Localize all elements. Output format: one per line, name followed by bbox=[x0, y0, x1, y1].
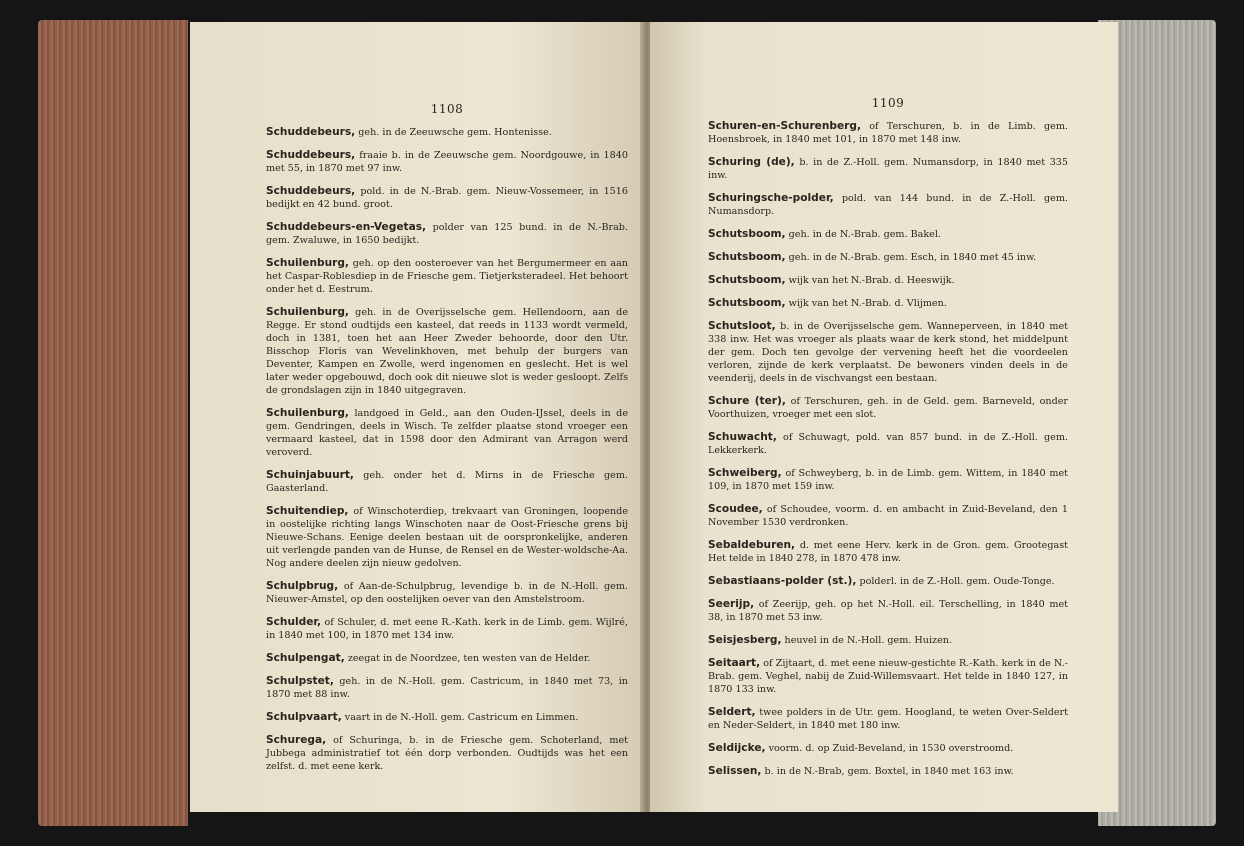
entry-text: pold. van 144 bund. in de Z.-Holl. gem. Numansdorp. bbox=[708, 193, 1068, 217]
left-page bbox=[190, 22, 644, 812]
gazetteer-entry bbox=[266, 221, 628, 247]
entry-text: of Schweyberg, b. in de Limb. gem. Wittem, in 1840 met 109, in 1870 met 159 inw. bbox=[708, 468, 1069, 492]
entry-headword: Schuddebeurs-en-Vegetas, bbox=[266, 221, 427, 233]
gazetteer-entry bbox=[708, 765, 1068, 778]
entry-headword: Schuinjabuurt, bbox=[266, 469, 354, 481]
gazetteer-entry bbox=[708, 657, 1068, 696]
entry-headword: Seldert, bbox=[708, 706, 756, 718]
entry-headword: Schweiberg, bbox=[708, 467, 782, 479]
entry-headword: Schuilenburg, bbox=[266, 407, 349, 419]
gazetteer-entry bbox=[708, 539, 1068, 565]
entry-text: of Schoudee, voorm. d. en ambacht in Zuid-Beveland, den 1 November 1530 verdronken. bbox=[708, 504, 1068, 528]
entry-headword: Schuringsche-polder, bbox=[708, 192, 834, 204]
entry-text: geh. in de Zeeuwsche gem. Hontenisse. bbox=[358, 127, 552, 138]
gazetteer-entry bbox=[708, 297, 1068, 310]
entry-text: wijk van het N.-Brab. d. Heeswijk. bbox=[788, 275, 955, 286]
page-number: 1108 bbox=[430, 102, 464, 116]
entry-list bbox=[708, 120, 1068, 778]
entry-text: of Zeerijp, geh. op het N.-Holl. eil. Terschelling, in 1840 met 38, in 1870 met 53 inw. bbox=[708, 599, 1068, 623]
entry-text: pold. in de N.-Brab. gem. Nieuw-Vossemeer, in 1516 bedijkt en 42 bund. groot. bbox=[266, 186, 628, 210]
entry-headword: Schuilenburg, bbox=[266, 306, 349, 318]
gazetteer-entry bbox=[708, 395, 1068, 421]
gazetteer-entry bbox=[708, 431, 1068, 457]
gazetteer-entry bbox=[708, 575, 1068, 588]
entry-text: polder van 125 bund. in de N.-Brab. gem. Zwaluwe, in 1650 bedijkt. bbox=[266, 222, 628, 246]
entry-text: geh. onder het d. Mirns in de Friesche gem. Gaasterland. bbox=[266, 470, 628, 494]
entry-text: polderl. in de Z.-Holl. gem. Oude-Tonge. bbox=[859, 576, 1055, 587]
gazetteer-entry bbox=[266, 734, 628, 773]
book-page-edges-left bbox=[38, 20, 188, 826]
gazetteer-entry bbox=[266, 675, 628, 701]
gazetteer-entry bbox=[708, 320, 1068, 385]
entry-headword: Schurega, bbox=[266, 734, 327, 746]
gazetteer-entry bbox=[266, 407, 628, 459]
entry-text: fraaie b. in de Zeeuwsche gem. Noordgouwe, in 1840 met 55, in 1870 met 97 inw. bbox=[266, 150, 628, 174]
entry-headword: Schuring (de), bbox=[708, 156, 795, 168]
entry-text: of Winschoterdiep, trekvaart van Groningen, loopende in oostelijke richting langs Winschoten naar de Oost-Friesche grens bij Nieuwe-Schans. Eenige deelen bestaan uit de oorspronkelijke, anderen uit verlengde panden van de Hunse, de Rensel en de Wester-woldsche-Aa. Nog andere deelen zijn nieuw gedolven. bbox=[266, 506, 628, 569]
entry-headword: Seisjesberg, bbox=[708, 634, 782, 646]
entry-text: d. met eene Herv. kerk in de Gron. gem. Grootegast Het telde in 1840 278, in 1870 478 inw. bbox=[708, 540, 1068, 564]
gazetteer-entry bbox=[266, 126, 628, 139]
entry-text: of Schuringa, b. in de Friesche gem. Schoterland, met Jubbega administratief tot één dorp verbonden. Oudtijds was het een zelfst. d. met eene kerk. bbox=[266, 735, 628, 772]
gazetteer-entry bbox=[266, 257, 628, 296]
gazetteer-entry bbox=[266, 616, 628, 642]
entry-text: of Zijtaart, d. met eene nieuw-gestichte R.-Kath. kerk in de N.-Brab. gem. Veghel, nabij de Zuid-Willemsvaart. Het telde in 1840 127, in 1870 133 inw. bbox=[708, 658, 1068, 695]
gazetteer-entry bbox=[708, 192, 1068, 218]
entry-text: landgoed in Geld., aan den Ouden-IJssel, deels in de gem. Gendringen, deels in Wisch. Te zelfder plaatse stond vroeger een vermaard kasteel, dat in 1598 door den Admirant van Arragon werd veroverd. bbox=[266, 408, 628, 458]
entry-text: geh. in de N.-Holl. gem. Castricum, in 1840 met 73, in 1870 met 88 inw. bbox=[266, 676, 628, 700]
entry-headword: Sebaldeburen, bbox=[708, 539, 796, 551]
entry-headword: Schulpbrug, bbox=[266, 580, 339, 592]
gazetteer-entry bbox=[266, 580, 628, 606]
gazetteer-entry bbox=[708, 503, 1068, 529]
gazetteer-entry bbox=[708, 634, 1068, 647]
entry-headword: Schuilenburg, bbox=[266, 257, 349, 269]
gazetteer-entry bbox=[266, 469, 628, 495]
entry-headword: Schure (ter), bbox=[708, 395, 786, 407]
entry-text: wijk van het N.-Brab. d. Vlijmen. bbox=[788, 298, 947, 309]
entry-list bbox=[266, 126, 628, 773]
entry-headword: Schuren-en-Schurenberg, bbox=[708, 120, 862, 132]
entry-headword: Seerijp, bbox=[708, 598, 755, 610]
entry-headword: Schuddebeurs, bbox=[266, 126, 356, 138]
gazetteer-entry bbox=[708, 251, 1068, 264]
gazetteer-entry bbox=[266, 185, 628, 211]
gazetteer-entry bbox=[708, 706, 1068, 732]
gazetteer-entry bbox=[266, 149, 628, 175]
entry-headword: Sebastiaans-polder (st.), bbox=[708, 575, 857, 587]
entry-text: of Terschuren, geh. in de Geld. gem. Barneveld, onder Voorthuizen, vroeger met een slot. bbox=[708, 396, 1068, 420]
entry-headword: Schuwacht, bbox=[708, 431, 777, 443]
entry-text: of Schuwagt, pold. van 857 bund. in de Z.-Holl. gem. Lekkerkerk. bbox=[708, 432, 1068, 456]
entry-headword: Schuitendiep, bbox=[266, 505, 349, 517]
entry-text: twee polders in de Utr. gem. Hoogland, te weten Over-Seldert en Neder-Seldert, in 1840 met 180 inw. bbox=[708, 707, 1068, 731]
entry-text: of Aan-de-Schulpbrug, levendige b. in de N.-Holl. gem. Nieuwer-Amstel, op den oostelijken oever van den Amstelstroom. bbox=[266, 581, 628, 605]
gazetteer-entry bbox=[266, 652, 628, 665]
gazetteer-entry bbox=[708, 467, 1068, 493]
entry-text: b. in de N.-Brab, gem. Boxtel, in 1840 met 163 inw. bbox=[764, 766, 1014, 777]
entry-headword: Schuddebeurs, bbox=[266, 185, 356, 197]
gazetteer-entry bbox=[266, 505, 628, 570]
right-page bbox=[650, 22, 1118, 812]
entry-text: geh. in de Overijsselsche gem. Hellendoorn, aan de Regge. Er stond oudtijds een kasteel, dat reeds in 1133 wordt vermeld, doch in 1381, toen het aan Heer Zweder behoorde, door den Utr. Bisschop Floris van Wevelinkhoven, met behulp der burgers van Deventer, Kampen en Zwolle, werd ingenomen en geslecht. Het is wel later weder opgebouwd, doch ook dit nieuwe slot is weder gesloopt. Zelfs de grondslagen zijn in 1840 uitgegraven. bbox=[266, 307, 628, 396]
entry-text: zeegat in de Noordzee, ten westen van de Helder. bbox=[347, 653, 591, 664]
entry-headword: Schulder, bbox=[266, 616, 322, 628]
entry-headword: Seldijcke, bbox=[708, 742, 766, 754]
entry-text: b. in de Z.-Holl. gem. Numansdorp, in 1840 met 335 inw. bbox=[708, 157, 1069, 181]
entry-text: geh. op den oosteroever van het Bergumermeer en aan het Caspar-Roblesdiep in de Friesche gem. Tietjerksteradeel. Het behoort onder het d. Eestrum. bbox=[266, 258, 628, 295]
gazetteer-entry bbox=[708, 742, 1068, 755]
entry-headword: Schutsboom, bbox=[708, 251, 786, 263]
entry-headword: Schuddebeurs, bbox=[266, 149, 356, 161]
entry-text: b. in de Overijsselsche gem. Wanneperveen, in 1840 met 338 inw. Het was vroeger als plaats waar de kerk stond, het middelpunt der gem. Doch ten gevolge der vervening heeft het die voordeelen verloren, zijnde de kerk verplaatst. De bewoners vinden deels in de veenderij, deels in de vischvangst een bestaan. bbox=[708, 321, 1068, 384]
entry-headword: Schulpengat, bbox=[266, 652, 345, 664]
entry-headword: Schutsloot, bbox=[708, 320, 776, 332]
entry-headword: Schutsboom, bbox=[708, 274, 786, 286]
gazetteer-entry bbox=[266, 711, 628, 724]
entry-text: geh. in de N.-Brab. gem. Bakel. bbox=[788, 229, 941, 240]
entry-headword: Schulpvaart, bbox=[266, 711, 342, 723]
entry-text: geh. in de N.-Brab. gem. Esch, in 1840 met 45 inw. bbox=[788, 252, 1037, 263]
entry-headword: Scoudee, bbox=[708, 503, 763, 515]
entry-headword: Selissen, bbox=[708, 765, 762, 777]
entry-text: heuvel in de N.-Holl. gem. Huizen. bbox=[784, 635, 953, 646]
entry-headword: Seitaart, bbox=[708, 657, 761, 669]
gazetteer-entry bbox=[266, 306, 628, 397]
gazetteer-entry bbox=[708, 274, 1068, 287]
entry-headword: Schulpstet, bbox=[266, 675, 334, 687]
page-number: 1109 bbox=[871, 96, 905, 110]
entry-text: vaart in de N.-Holl. gem. Castricum en Limmen. bbox=[344, 712, 579, 723]
gazetteer-entry bbox=[708, 228, 1068, 241]
entry-text: of Schuler, d. met eene R.-Kath. kerk in de Limb. gem. Wijlré, in 1840 met 100, in 1870 met 134 inw. bbox=[266, 617, 628, 641]
entry-text: voorm. d. op Zuid-Beveland, in 1530 overstroomd. bbox=[768, 743, 1014, 754]
entry-text: of Terschuren, b. in de Limb. gem. Hoensbroek, in 1840 met 101, in 1870 met 148 inw. bbox=[708, 121, 1068, 145]
gazetteer-entry bbox=[708, 120, 1068, 146]
entry-headword: Schutsboom, bbox=[708, 228, 786, 240]
gazetteer-entry bbox=[708, 598, 1068, 624]
gazetteer-entry bbox=[708, 156, 1068, 182]
entry-headword: Schutsboom, bbox=[708, 297, 786, 309]
